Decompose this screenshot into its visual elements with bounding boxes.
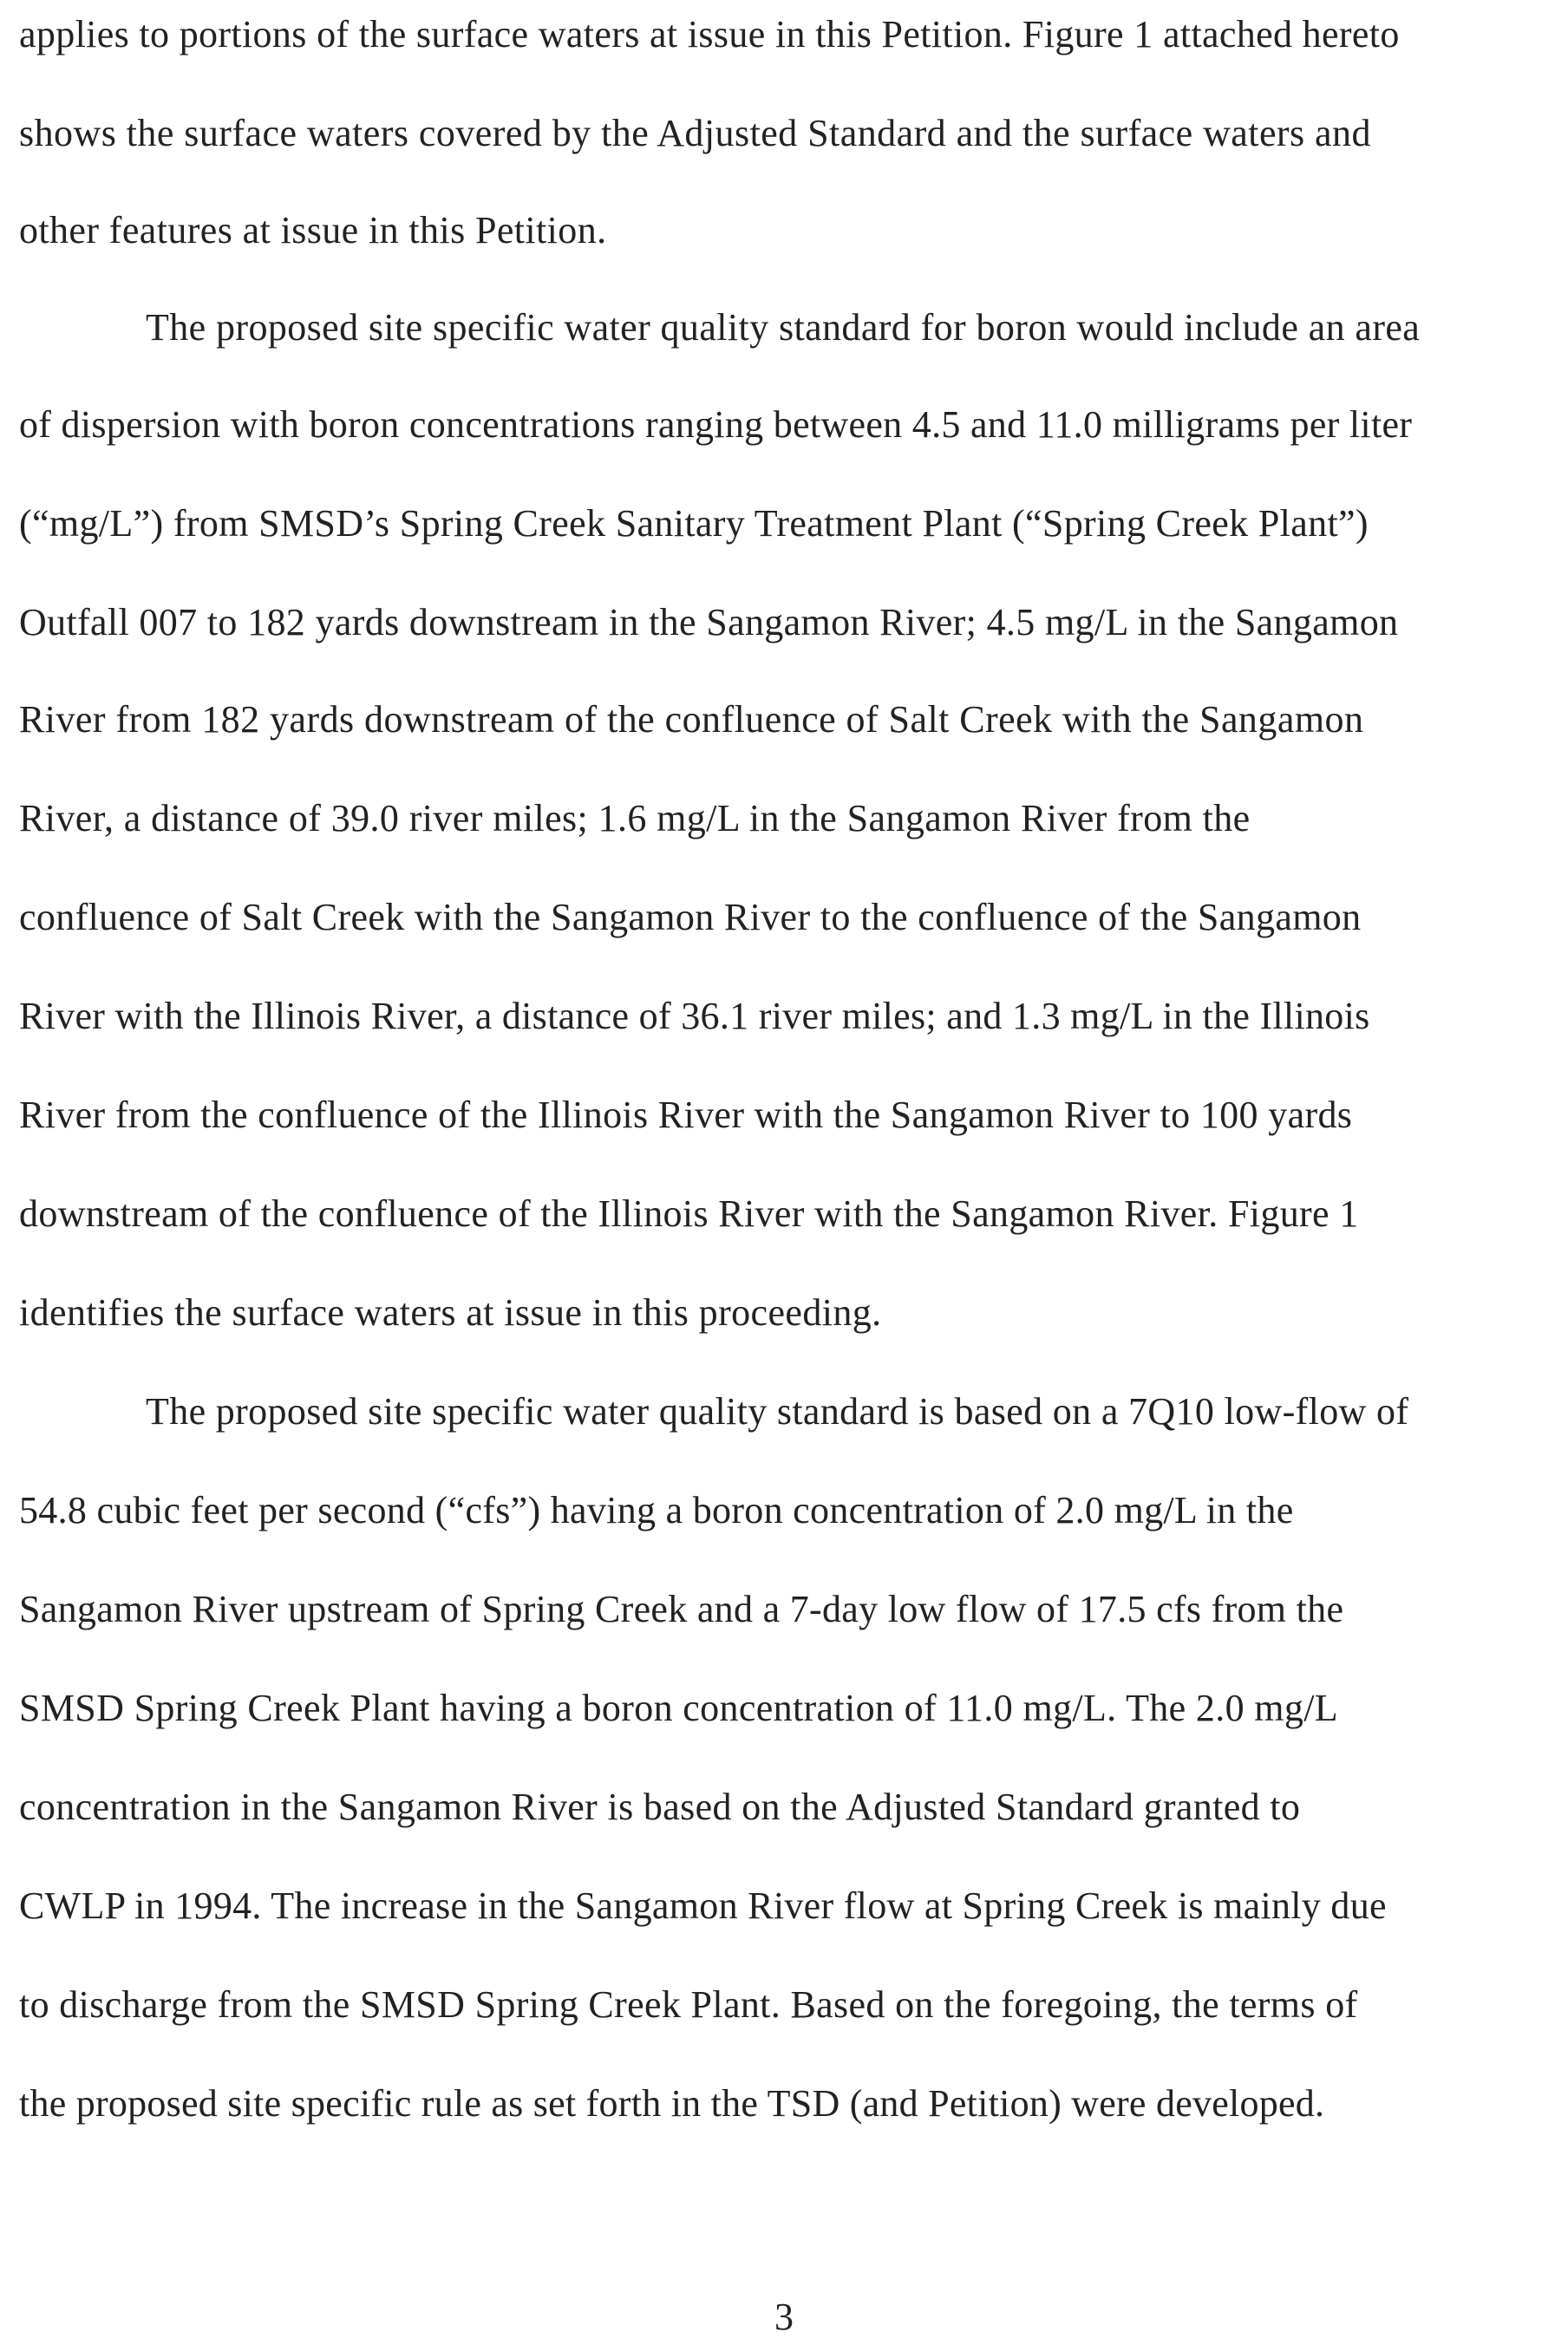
text-line: identifies the surface waters at issue in this proceeding. — [19, 1291, 882, 1334]
text-line: River from the confluence of the Illinois River with the Sangamon River to 100 yards — [19, 1094, 1353, 1136]
text-line: Outfall 007 to 182 yards downstream in the Sangamon River; 4.5 mg/L in the Sangamon — [19, 601, 1399, 643]
text-line: The proposed site specific water quality standard for boron would include an area — [146, 306, 1421, 349]
text-line: River, a distance of 39.0 river miles; 1.6 mg/L in the Sangamon River from the — [19, 797, 1251, 839]
page-number: 3 — [774, 2296, 794, 2338]
text-line: downstream of the confluence of the Illinois River with the Sangamon River. Figure 1 — [19, 1192, 1359, 1235]
text-line: shows the surface waters covered by the Adjusted Standard and the surface waters and — [19, 112, 1371, 154]
text-line: of dispersion with boron concentrations ranging between 4.5 and 11.0 milligrams per liter — [19, 403, 1413, 446]
text-line: other features at issue in this Petition. — [19, 209, 607, 251]
text-line: CWLP in 1994. The increase in the Sangamon River flow at Spring Creek is mainly due — [19, 1884, 1387, 1927]
text-line: the proposed site specific rule as set forth in the TSD (and Petition) were developed. — [19, 2082, 1325, 2125]
text-line: The proposed site specific water quality standard is based on a 7Q10 low-flow of — [146, 1390, 1409, 1433]
text-line: confluence of Salt Creek with the Sangamon River to the confluence of the Sangamon — [19, 896, 1362, 938]
text-line: River with the Illinois River, a distance of 36.1 river miles; and 1.3 mg/L in the Illinois — [19, 995, 1370, 1037]
text-line: to discharge from the SMSD Spring Creek Plant. Based on the foregoing, the terms of — [19, 1983, 1358, 2026]
text-line: Sangamon River upstream of Spring Creek and a 7-day low flow of 17.5 cfs from the — [19, 1588, 1344, 1630]
text-line: (“mg/L”) from SMSD’s Spring Creek Sanitary Treatment Plant (“Spring Creek Plant”) — [19, 502, 1369, 545]
text-line: concentration in the Sangamon River is based on the Adjusted Standard granted to — [19, 1786, 1301, 1828]
text-line: 54.8 cubic feet per second (“cfs”) having a boron concentration of 2.0 mg/L in the — [19, 1489, 1294, 1531]
text-line: SMSD Spring Creek Plant having a boron concentration of 11.0 mg/L. The 2.0 mg/L — [19, 1687, 1339, 1729]
text-line: applies to portions of the surface waters at issue in this Petition. Figure 1 attached hereto — [19, 13, 1400, 56]
text-line: River from 182 yards downstream of the confluence of Salt Creek with the Sangamon — [19, 698, 1364, 741]
